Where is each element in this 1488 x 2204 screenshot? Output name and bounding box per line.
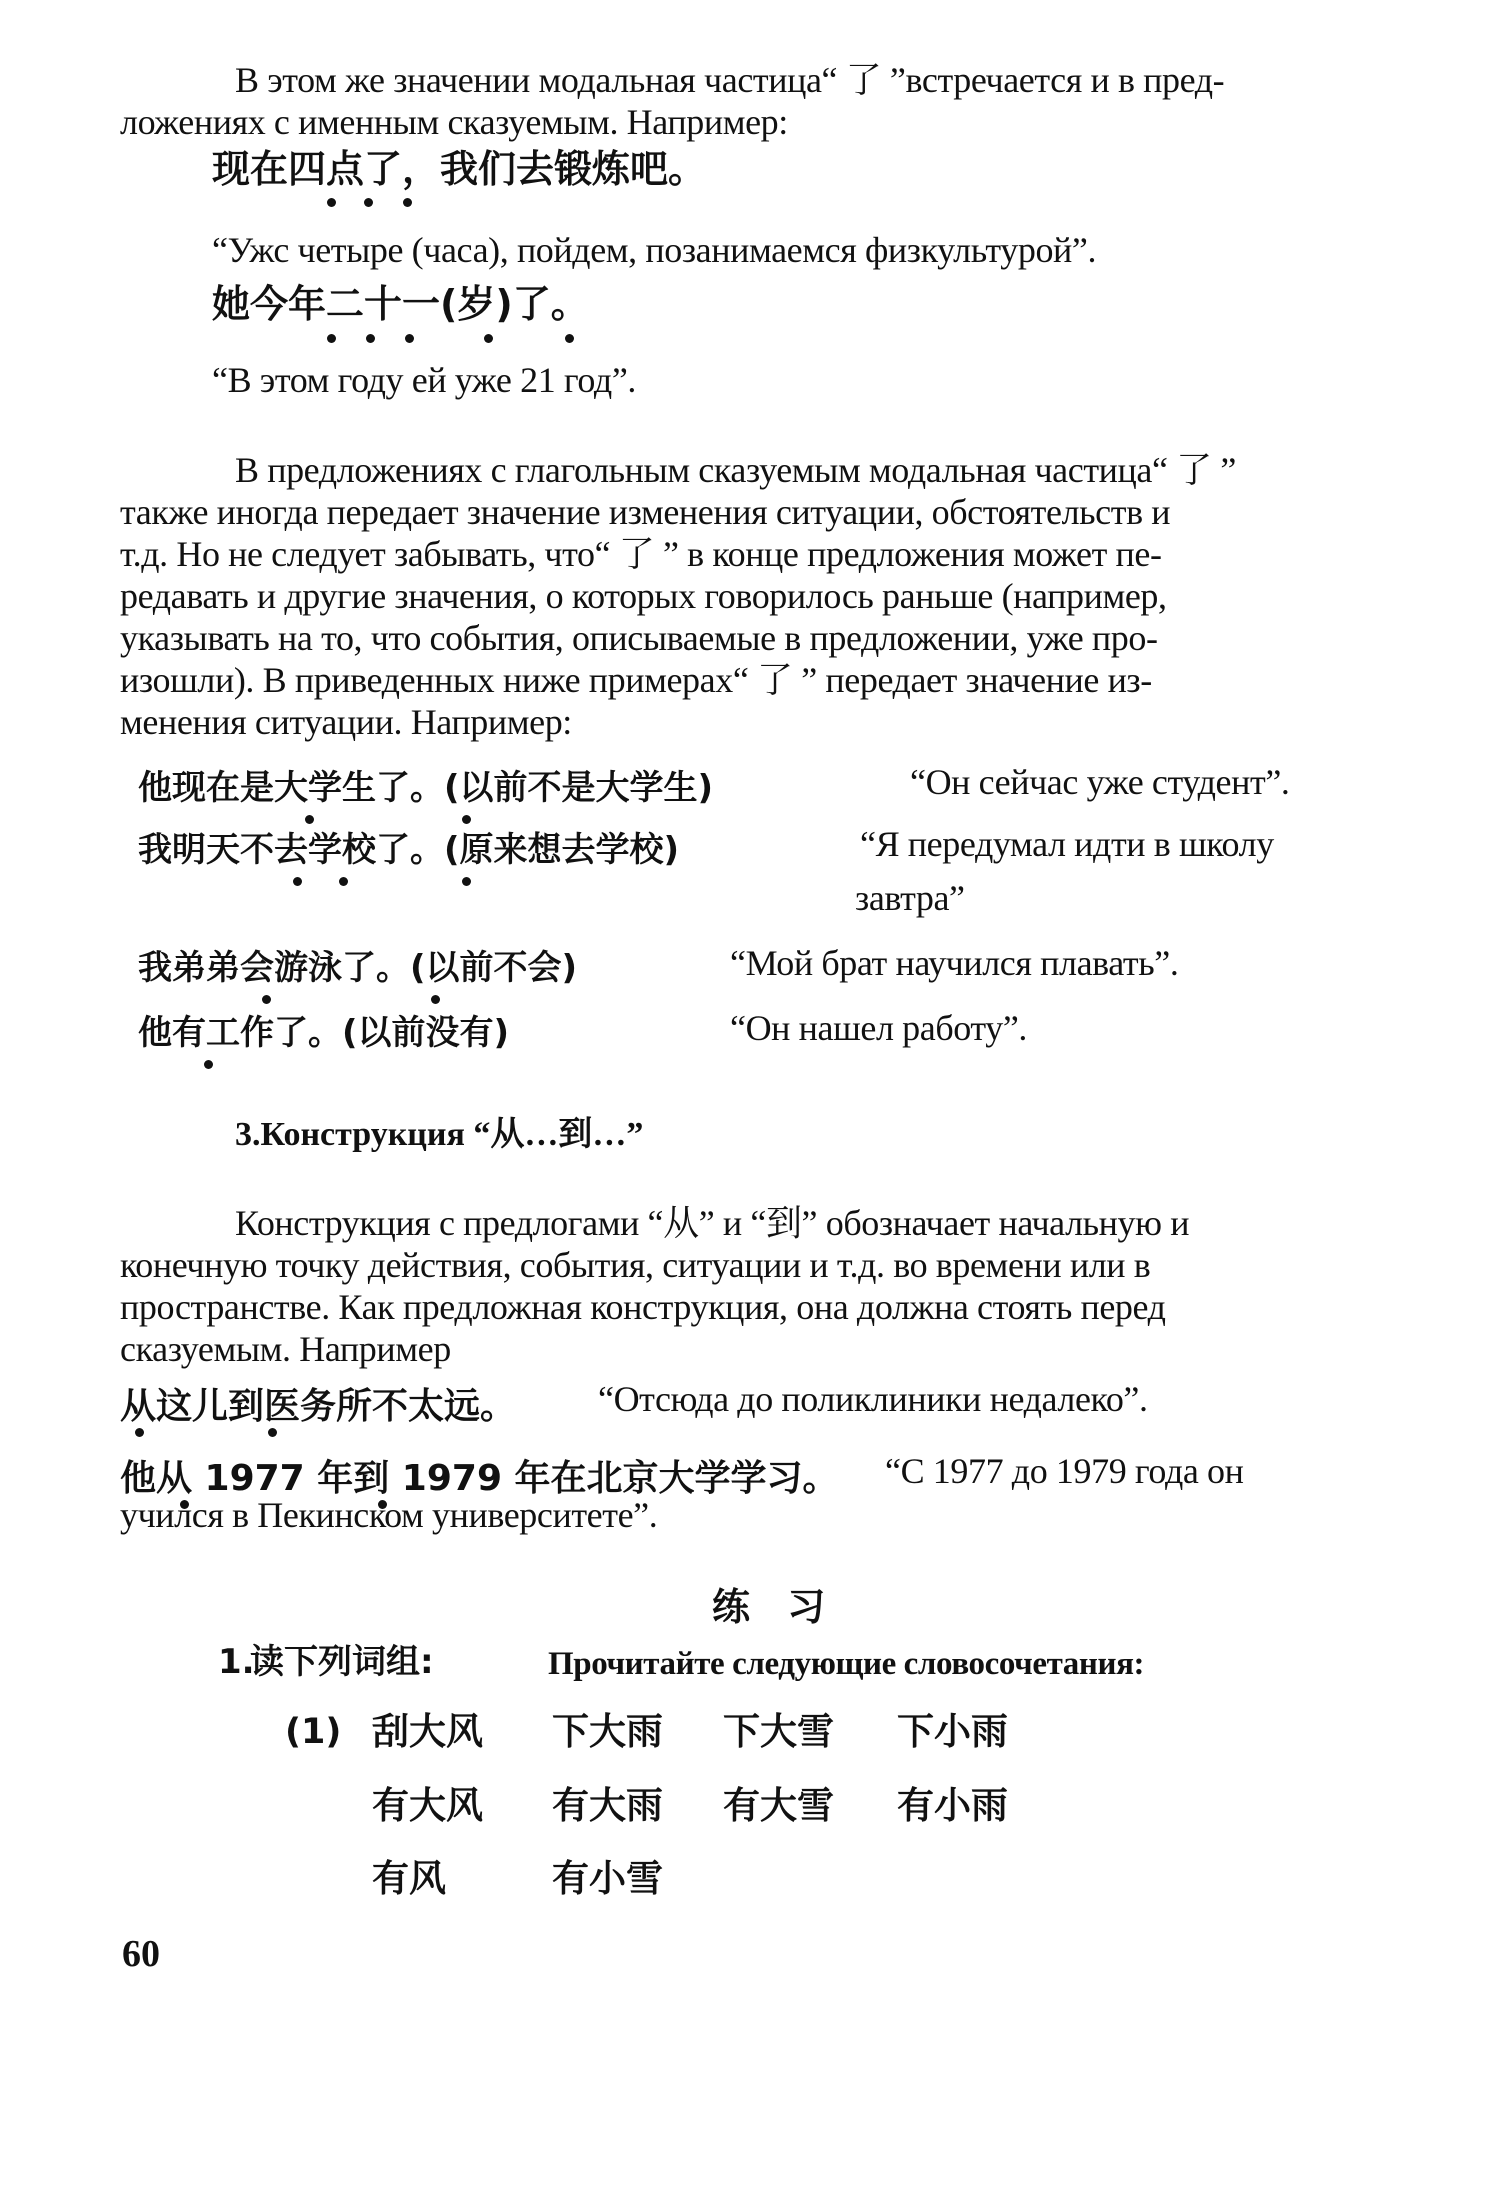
emphasis-dot (484, 334, 493, 343)
paragraph-line: также иногда передает значение изменения ситуации, обстоятельств и (120, 492, 1171, 532)
task-instruction-ru: Прочитайте следующие словосочетания: (548, 1646, 1145, 1682)
paragraph-line: конечную точку действия, события, ситуации и т.д. во времени или в (120, 1245, 1151, 1285)
example-chinese: 他从 1977 年到 1979 年在北京大学学习。 (120, 1458, 839, 1499)
example-chinese: 从这儿到医务所不太远。 (120, 1386, 517, 1427)
emphasis-dot (135, 1428, 144, 1437)
example-translation-cont: завтра” (855, 878, 965, 918)
group-label: (1) (285, 1712, 342, 1752)
phrase-item: 有大雨 (552, 1784, 663, 1827)
example-translation-cont: учился в Пекинском университете”. (120, 1495, 658, 1535)
example-chinese: 我明天不去学校了。(原来想去学校) (138, 830, 680, 870)
page-number: 60 (122, 1933, 160, 1975)
phrase-item: 刮大风 (372, 1710, 483, 1753)
emphasis-dot (268, 1428, 277, 1437)
paragraph-line: менения ситуации. Например: (120, 702, 572, 742)
example-translation: “Ужс четыре (часа), пойдем, позанимаемся физкультурой”. (212, 230, 1097, 270)
example-translation: “Он нашел работу”. (730, 1008, 1028, 1048)
phrase-item: 有小雨 (897, 1784, 1008, 1827)
paragraph-line: сказуемым. Например (120, 1329, 451, 1369)
paragraph-line: изошли). В приведенных ниже примерах“ 了 ” передает значение из- (120, 660, 1152, 700)
task-number: 1. (218, 1642, 255, 1682)
emphasis-dot (204, 1060, 213, 1069)
phrase-item: 下大雨 (552, 1710, 663, 1753)
emphasis-dot (364, 198, 373, 207)
emphasis-dot (366, 334, 375, 343)
emphasis-dot (293, 877, 302, 886)
example-chinese: 现在四点了，我们去锻炼吧。 (212, 147, 707, 191)
example-translation: “С 1977 до 1979 года он (885, 1451, 1244, 1491)
emphasis-dot (403, 198, 412, 207)
paragraph-line: редавать и другие значения, о которых говорилось раньше (например, (120, 576, 1167, 616)
example-translation: “Он сейчас уже студент”. (910, 762, 1290, 802)
example-translation: “Отсюда до поликлиники недалеко”. (598, 1379, 1148, 1419)
phrase-item: 有小雪 (552, 1857, 663, 1900)
phrase-item: 有风 (372, 1857, 446, 1900)
emphasis-dot (339, 877, 348, 886)
emphasis-dot (327, 334, 336, 343)
paragraph-line: указывать на то, что события, описываемые в предложении, уже про- (120, 618, 1158, 658)
emphasis-dot (405, 334, 414, 343)
example-chinese: 我弟弟会游泳了。(以前不会) (138, 948, 578, 988)
paragraph-line: т.д. Но не следует забывать, что“ 了 ” в конце предложения может пе- (120, 534, 1162, 574)
paragraph-line: В предложениях с глагольным сказуемым модальная частица“ 了 ” (235, 450, 1236, 490)
section-heading: 3.Конструкция “从…到…” (235, 1116, 644, 1153)
emphasis-dot (262, 995, 271, 1004)
task-instruction-zh: 读下列词组: (250, 1642, 434, 1682)
emphasis-dot (431, 995, 440, 1004)
paragraph-line: Конструкция с предлогами “从” и “到” обозначает начальную и (235, 1203, 1190, 1243)
emphasis-dot (327, 198, 336, 207)
example-chinese: 他有工作了。(以前没有) (138, 1013, 510, 1053)
example-translation: “В этом году ей уже 21 год”. (212, 360, 637, 400)
example-chinese: 她今年二十一(岁)了。 (212, 282, 589, 326)
emphasis-dot (462, 877, 471, 886)
phrase-item: 下小雨 (897, 1710, 1008, 1753)
example-translation: “Я передумал идти в школу (860, 824, 1274, 864)
paragraph-line: пространстве. Как предложная конструкция, она должна стоять перед (120, 1287, 1166, 1327)
paragraph-line: ложениях с именным сказуемым. Например: (120, 102, 788, 142)
phrase-item: 下大雪 (723, 1710, 834, 1753)
emphasis-dot (565, 334, 574, 343)
example-chinese: 他现在是大学生了。(以前不是大学生) (138, 768, 714, 808)
paragraph-line: В этом же значении модальная частица“ 了 ”встречается и в пред- (235, 60, 1225, 100)
phrase-item: 有大雪 (723, 1784, 834, 1827)
example-translation: “Мой брат научился плавать”. (730, 943, 1179, 983)
exercises-title: 练 习 (712, 1585, 838, 1629)
phrase-item: 有大风 (372, 1784, 483, 1827)
